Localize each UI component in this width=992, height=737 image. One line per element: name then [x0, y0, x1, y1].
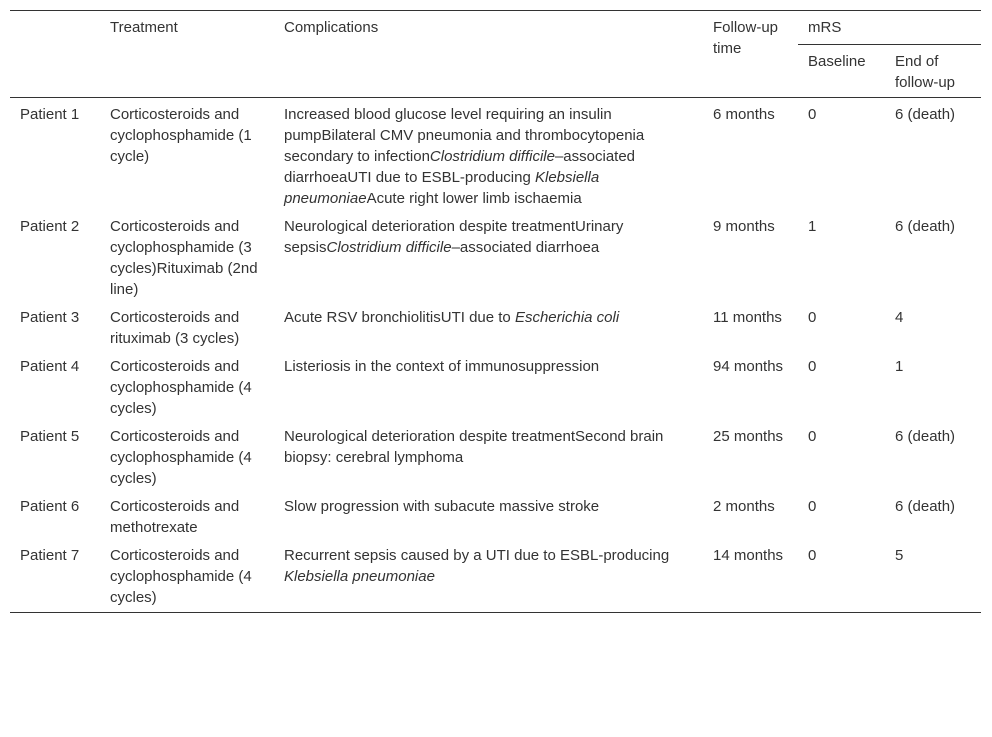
- cell-complications: [274, 539, 703, 613]
- cell-mrs-baseline: 1: [808, 218, 817, 235]
- cell-treatment: Corticosteroids and cyclophosphamide (1 cycle): [110, 106, 252, 165]
- cell-mrs-end: 6 (death): [895, 498, 956, 515]
- cell-followup-time: 25 months: [713, 428, 784, 445]
- cell-patient: Patient 3: [20, 309, 80, 326]
- table-row: [10, 210, 981, 301]
- table-row: [10, 301, 981, 350]
- header-patient: [10, 11, 100, 98]
- organism-name: Clostridium difficile: [326, 239, 452, 256]
- cell-patient: Patient 5: [20, 428, 80, 445]
- cell-mrs-end: 6 (death): [895, 428, 956, 445]
- cell-mrs-end: 5: [885, 539, 981, 613]
- cell-treatment: Corticosteroids and cyclophosphamide (4 cycles): [110, 428, 252, 487]
- cell-treatment: Corticosteroids and methotrexate: [110, 498, 240, 536]
- cell-followup-time: 2 months: [713, 498, 775, 515]
- cell-patient: Patient 4: [20, 358, 80, 375]
- table-row: [10, 539, 981, 613]
- cell-mrs-end: 1: [895, 358, 904, 375]
- cell-followup-time: 11 months: [713, 309, 782, 326]
- cell-mrs-end: 6 (death): [895, 218, 956, 235]
- cell-complications: [274, 301, 703, 350]
- complication-text: Neurological deterioration despite treatmentUrinary sepsis: [284, 218, 624, 256]
- cell-treatment: Corticosteroids and cyclophosphamide (4 cycles): [100, 539, 274, 613]
- cell-mrs-baseline: 0: [798, 539, 885, 613]
- table-row: [10, 490, 981, 539]
- cell-complications: [274, 210, 703, 301]
- complication-text: –associated diarrhoea: [451, 239, 600, 256]
- table-row: [10, 420, 981, 490]
- cell-followup-time: 94 months: [713, 358, 784, 375]
- header-mrs: mRS: [798, 11, 981, 45]
- header-mrs-end-followup: End of follow-up: [895, 53, 956, 91]
- table-body: [10, 98, 981, 613]
- cell-mrs-baseline: 0: [808, 309, 817, 326]
- header-mrs-baseline: Baseline: [808, 53, 866, 70]
- complication-text: Neurological deterioration despite treatmentSecond brain biopsy: cerebral lymphoma: [284, 428, 664, 466]
- cell-complications: [274, 490, 703, 539]
- cell-mrs-baseline: 0: [808, 358, 817, 375]
- cell-mrs-baseline: 0: [808, 498, 817, 515]
- cell-treatment: Corticosteroids and rituximab (3 cycles): [110, 309, 240, 347]
- complication-text: Listeriosis in the context of immunosuppression: [284, 358, 600, 375]
- patient-outcomes-table: [10, 10, 981, 613]
- cell-complications: [274, 98, 703, 211]
- complication-text: Acute right lower limb ischaemia: [366, 190, 582, 207]
- cell-complications: [274, 420, 703, 490]
- table-container: [10, 10, 981, 613]
- cell-patient: Patient 6: [20, 498, 80, 515]
- complication-text: Recurrent sepsis caused by a UTI due to ESBL-producing: [284, 547, 670, 564]
- complication-text: Slow progression with subacute massive stroke: [284, 498, 600, 515]
- cell-patient: Patient 7: [10, 539, 100, 613]
- complication-text: Acute RSV bronchiolitisUTI due to: [284, 309, 515, 326]
- cell-mrs-baseline: 0: [808, 428, 817, 445]
- cell-mrs-end: 4: [895, 309, 904, 326]
- organism-name: Klebsiella pneumoniae: [284, 568, 435, 585]
- table-row: [10, 350, 981, 420]
- complication-text: Increased blood glucose level requiring an insulin pumpBilateral CMV pneumonia and thrombocytopenia secondary to infection: [284, 106, 645, 165]
- cell-followup-time: 14 months: [703, 539, 798, 613]
- cell-followup-time: 9 months: [713, 218, 775, 235]
- cell-patient: Patient 2: [20, 218, 80, 235]
- complication-text: –associated diarrhoeaUTI due to ESBL-producing: [284, 148, 636, 186]
- cell-treatment: Corticosteroids and cyclophosphamide (4 cycles): [110, 358, 252, 417]
- header-treatment: Treatment: [100, 11, 274, 98]
- organism-name: Escherichia coli: [514, 309, 620, 326]
- cell-treatment: Corticosteroids and cyclophosphamide (3 cycles)Rituximab (2nd line): [110, 218, 258, 298]
- cell-mrs-baseline: 0: [808, 106, 817, 123]
- cell-followup-time: 6 months: [713, 106, 775, 123]
- cell-patient: Patient 1: [20, 106, 80, 123]
- cell-mrs-end: 6 (death): [895, 106, 956, 123]
- header-complications: Complications: [274, 11, 703, 98]
- table-row: [10, 98, 981, 211]
- organism-name: Clostridium difficile: [429, 148, 555, 165]
- header-followup-time: Follow-up time: [703, 11, 798, 98]
- cell-complications: [274, 350, 703, 420]
- organism-name: Klebsiella pneumoniae: [284, 169, 600, 207]
- table-header: [10, 11, 981, 98]
